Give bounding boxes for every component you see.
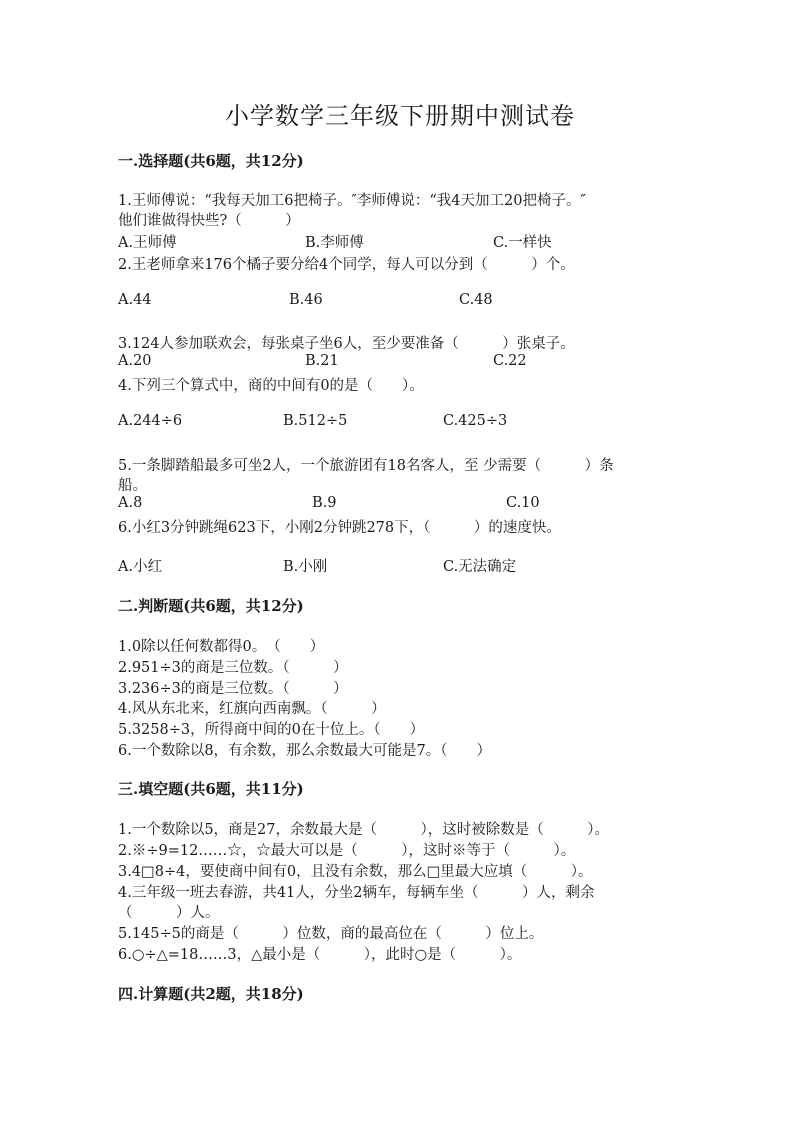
option-b: B.21	[305, 353, 339, 369]
fill-blank-item: 1.一个数除以5，商是27，余数最大是（ ），这时被除数是（ ）。	[118, 822, 610, 838]
option-b: B.512÷5	[283, 413, 348, 429]
question-text: 5.一条脚踏船最多可坐2人，一个旅游团有18名客人，至 少需要（ ）条	[118, 458, 614, 474]
judgement-item: 3.236÷3的商是三位数。（ ）	[118, 681, 348, 697]
fill-blank-item: 3.4□8÷4，要使商中间有0，且没有余数，那么□里最大应填（ ）。	[118, 864, 593, 880]
fill-blank-item: （ ）人。	[118, 905, 220, 921]
option-a: A.20	[118, 353, 152, 369]
option-c: C.一样快	[493, 235, 552, 251]
judgement-item: 4.风从东北来，红旗向西南飘。（ ）	[118, 701, 386, 717]
judgement-item: 1.0除以任何数都得0。 （ ）	[118, 639, 325, 655]
question-text: 3.124人参加联欢会，每张桌子坐6人，至少要准备（ ）张桌子。	[118, 336, 575, 352]
option-a: A.244÷6	[118, 413, 183, 429]
section-heading-judgement: 二.判断题(共6题，共12分)	[118, 597, 304, 615]
section-heading-choice: 一.选择题(共6题，共12分)	[118, 152, 304, 170]
question-text: 他们谁做得快些?（ ）	[118, 213, 300, 229]
option-a: A.小红	[118, 559, 163, 575]
option-c: C.22	[493, 353, 527, 369]
question-text: 1.王师傅说：“我每天加工6把椅子。″李师傅说：“我4天加工20把椅子。″	[118, 193, 586, 209]
question-text: 船。	[118, 478, 147, 494]
fill-blank-item: 5.145÷5的商是（ ）位数，商的最高位在（ ）位上。	[118, 926, 544, 942]
judgement-item: 2.951÷3的商是三位数。（ ）	[118, 660, 348, 676]
question-text: 4.下列三个算式中，商的中间有0的是（ ）。	[118, 378, 424, 394]
question-text: 2.王老师拿来176个橘子要分给4个同学，每人可以分到（ ）个。	[118, 257, 575, 273]
fill-blank-item: 4.三年级一班去春游，共41人，分坐2辆车，每辆车坐（ ）人，剩余	[118, 885, 595, 901]
judgement-item: 6.一个数除以8，有余数，那么余数最大可能是7。（ ）	[118, 743, 492, 759]
option-b: B.小刚	[283, 559, 328, 575]
option-b: B.李师傅	[305, 235, 364, 251]
option-c: C.48	[459, 292, 493, 308]
option-b: B.9	[312, 495, 337, 511]
option-c: C.10	[506, 495, 540, 511]
option-a: A.王师傅	[118, 235, 177, 251]
option-c: C.425÷3	[443, 413, 508, 429]
option-a: A.44	[118, 292, 152, 308]
page-title: 小学数学三年级下册期中测试卷	[225, 102, 575, 130]
question-text: 6.小红3分钟跳绳623下，小刚2分钟跳278下，（ ）的速度快。	[118, 520, 561, 536]
option-a: A.8	[118, 495, 143, 511]
option-c: C.无法确定	[443, 559, 517, 575]
fill-blank-item: 2.※÷9=12……☆，☆最大可以是（ ），这时※等于（ ）。	[118, 843, 576, 859]
section-heading-fill-blank: 三.填空题(共6题，共11分)	[118, 780, 304, 798]
option-b: B.46	[289, 292, 323, 308]
judgement-item: 5.3258÷3，所得商中间的0在十位上。（ ）	[118, 722, 425, 738]
fill-blank-item: 6.○÷△=18……3，△最小是（ ），此时○是（ ）。	[118, 947, 522, 963]
section-heading-calculation: 四.计算题(共2题，共18分)	[118, 985, 304, 1003]
